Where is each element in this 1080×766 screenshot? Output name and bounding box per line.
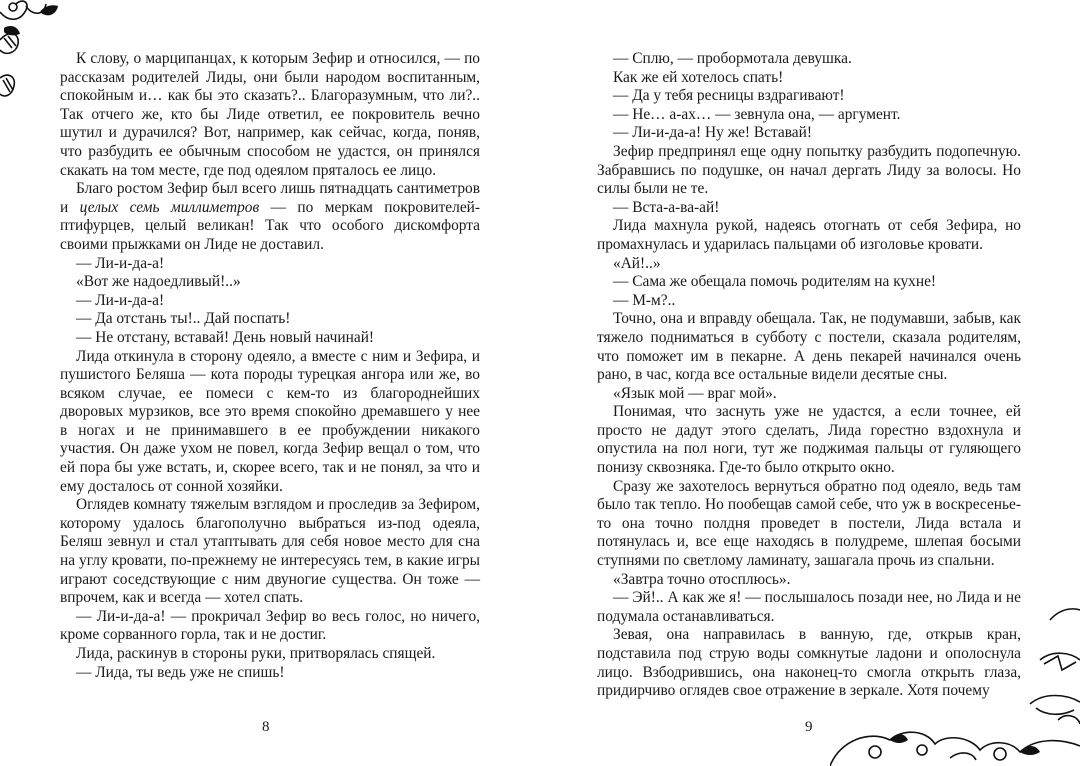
paragraph: «Язык мой — враг мой». — [613, 384, 777, 402]
paragraph: Оглядев комнату тяжелым взглядом и проследив за Зефиром, которому удалось благополучно выбраться из-под одеяла, Беляш зевнул и стал утаптывать для себя новое место для сна на углу кровати, по-прежнему не интересуясь тем, в какие игры играют соседствующие с ним двуногие существа. Он тоже — впрочем, как и всегда — хотел спать. — [60, 496, 480, 607]
paragraph: — Лида, ты ведь уже не спишь! — [76, 663, 285, 681]
paragraph: — Сплю, — пробормотала девушка. — [613, 50, 852, 67]
paragraph: — Да у тебя ресницы вздрагивают! — [613, 87, 845, 105]
page-number-left: 8 — [262, 719, 270, 735]
paragraph: Зевая, она направилась в ванную, где, открыв кран, подставила под струю воды сомкнутые ладони и ополоснула лицо. Взбодрившись, она наконец-то смогла открыть глаза, придирчиво оглядев свое отражение в зеркале. Хотя почему — [597, 626, 1021, 700]
emphasis: целых семь миллиметров — [79, 198, 260, 216]
paragraph: «Ай!..» — [613, 254, 661, 272]
paragraph: Лида, раскинув в стороны руки, притворялась спящей. — [76, 645, 436, 662]
left-page-text — [60, 50, 480, 682]
paragraph: — Ли-и-да-а! — прокричал Зефир во весь голос, но ничего, кроме сорванного горла, так и не достиг. — [60, 607, 480, 644]
paragraph: Благо ростом Зефир был всего лишь пятнадцать сантиметров и целых семь миллиметров — по меркам покровителей-птифурцев, целый великан! Так что особого дискомфорта своими прыжками он Лиде не доставил. — [60, 180, 481, 253]
paragraph: Точно, она и вправду обещала. Так, не подумавши, забыв, как тяжело подниматься в субботу с постели, сказала родителям, что поможет им в пекарне. А день пекарей начинался очень рано, в час, когда все остальные видели десятые сны. — [597, 310, 1021, 384]
paragraph: — Ли-и-да-а! — [76, 291, 165, 309]
paragraph: «Завтра точно отосплюсь». — [613, 570, 791, 588]
paragraph: Понимая, что заснуть уже не удастся, а если точнее, ей просто не дадут этого сделать, Лида горестно вздохнула и опустила на пол ноги, тут же поджимая пальцы от гуляющего понизу сквозняка. Где-то было открыто окно. — [597, 403, 1021, 477]
paragraph: — Вста-а-ва-ай! — [613, 198, 720, 216]
paragraph: Лида откинула в сторону одеяло, а вместе с ним и Зефира, и пушистого Беляша — кота породы турецкая ангора или же, во всяком случае, ее помеси с кем-то из благороднейших дворовых мурзиков, все это время спокойно дремавшего у нее в ногах и не принимавшего в ее пробуждении никакого участия. Он даже ухом не повел, когда Зефир вещал о том, что ей пора бы уже встать, и, скорее всего, так и не понял, за что и ему досталось от сонной хозяйки. — [60, 347, 480, 495]
paragraph: Сразу же захотелось вернуться обратно под одеяло, ведь там было так тепло. Но пообещав самой себе, что уж в воскресенье-то она точно полдня проведет в постели, Лида встала и потянулась и, все еще находясь в полудреме, шлепая босыми ступнями по светлому ламинату, зашагала прочь из спальни. — [597, 477, 1021, 570]
paragraph: Зефир предпринял еще одну попытку разбудить подопечную. Забравшись по подушке, он начал дергать Лиду за волосы. Но силы были не те. — [597, 142, 1021, 198]
paragraph: — М-м?.. — [613, 291, 676, 309]
paragraph: — Да отстань ты!.. Дай поспать! — [76, 310, 291, 328]
page-number-right: 9 — [805, 719, 813, 735]
paragraph: — Не… а-ах… — зевнула она, — аргумент. — [613, 105, 901, 123]
paragraph: — Ли-и-да-а! — [76, 254, 165, 272]
paragraph: К слову, о марципанцах, к которым Зефир и относился, — по рассказам родителей Лиды, они были народом воспитанным, спокойным и… как бы это сказать?.. Благоразумным, что ли?.. Так отчего же, кто бы Лиде ответил, ее покровитель вечно шутил и дурачился? Вот, например, как сейчас, когда, поняв, что разбудить ее обычным способом не удастся, он принялся скакать на том месте, где под одеялом пряталось ее лицо. — [60, 50, 480, 179]
right-page-text — [597, 50, 1021, 701]
paragraph: — Не отстану, вставай! День новый начинай! — [76, 328, 375, 346]
paragraph: — Ли-и-да-а! Ну же! Вставай! — [613, 124, 812, 142]
paragraph: — Эй!.. А как же я! — послышалось позади нее, но Лида и не подумала останавливаться. — [597, 589, 1021, 625]
paragraph: Лида махнула рукой, надеясь отогнать от себя Зефира, но промахнулась и ударилась пальцами об изголовье кровати. — [597, 217, 1021, 253]
paragraph: «Вот же надоедливый!..» — [76, 273, 241, 291]
paragraph: Как же ей хотелось спать! — [613, 68, 784, 86]
paragraph: — Сама же обещала помочь родителям на кухне! — [613, 273, 937, 291]
